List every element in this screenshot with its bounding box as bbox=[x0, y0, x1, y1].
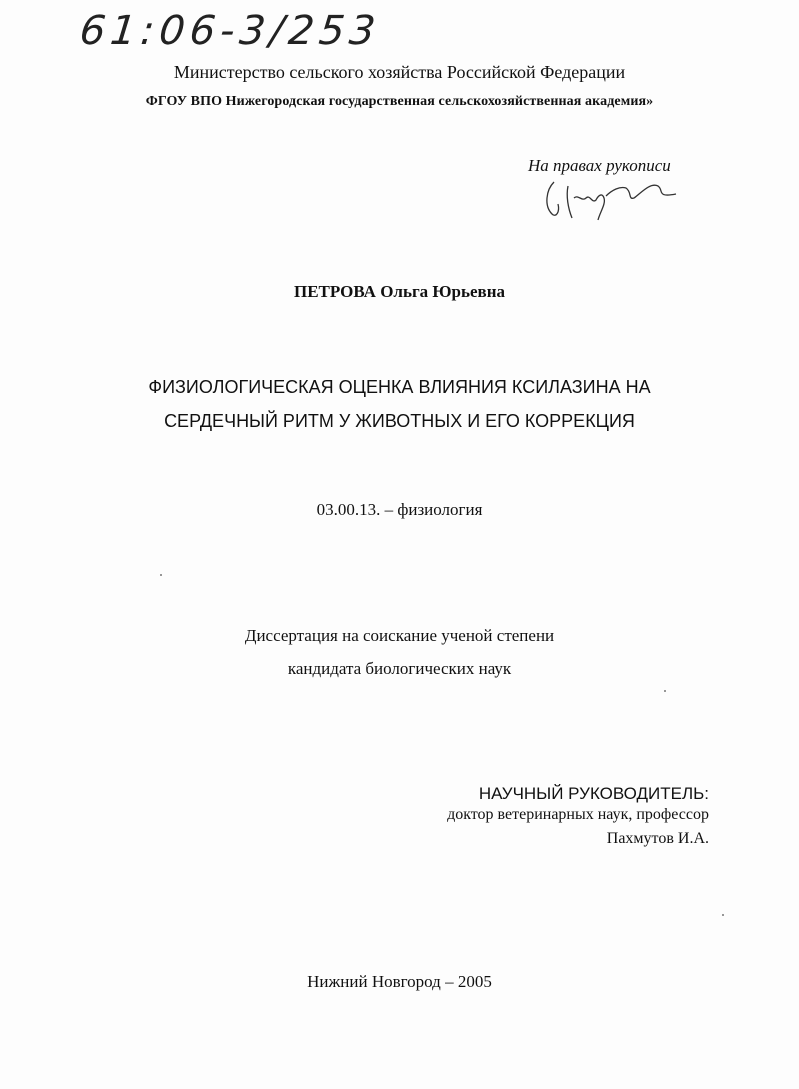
academy-line: ФГОУ ВПО Нижегородская государственная сельскохозяйственная академия» bbox=[145, 94, 654, 109]
scan-speck bbox=[160, 574, 162, 576]
scan-speck bbox=[664, 690, 666, 692]
supervisor-heading: НАУЧНЫЙ РУКОВОДИТЕЛЬ: bbox=[478, 784, 709, 803]
handwritten-signature bbox=[540, 168, 690, 228]
ministry-line: Министерство сельского хозяйства Российской Федерации bbox=[173, 62, 626, 82]
supervisor-name: Пахмутов И.А. bbox=[606, 830, 709, 847]
dissertation-title bbox=[0, 370, 799, 438]
title-line-2: СЕРДЕЧНЫЙ РИТМ У ЖИВОТНЫХ И ЕГО КОРРЕКЦИЯ bbox=[164, 411, 635, 431]
author-name: ПЕТРОВА Ольга Юрьевна bbox=[293, 282, 506, 301]
dissertation-degree-line-2: кандидата биологических наук bbox=[287, 659, 512, 678]
manuscript-rights-note: На правах рукописи bbox=[528, 156, 671, 175]
specialty-code: 03.00.13. – физиология bbox=[316, 500, 483, 519]
city-year: Нижний Новгород – 2005 bbox=[307, 972, 492, 991]
handwritten-catalog-number: 61:06-3/253 bbox=[77, 8, 383, 54]
supervisor-degree: доктор ветеринарных наук, профессор bbox=[447, 806, 709, 823]
scan-speck bbox=[722, 914, 724, 916]
dissertation-degree-line-1: Диссертация на соискание ученой степени bbox=[244, 626, 555, 645]
title-line-1: ФИЗИОЛОГИЧЕСКАЯ ОЦЕНКА ВЛИЯНИЯ КСИЛАЗИНА НА bbox=[148, 377, 651, 397]
